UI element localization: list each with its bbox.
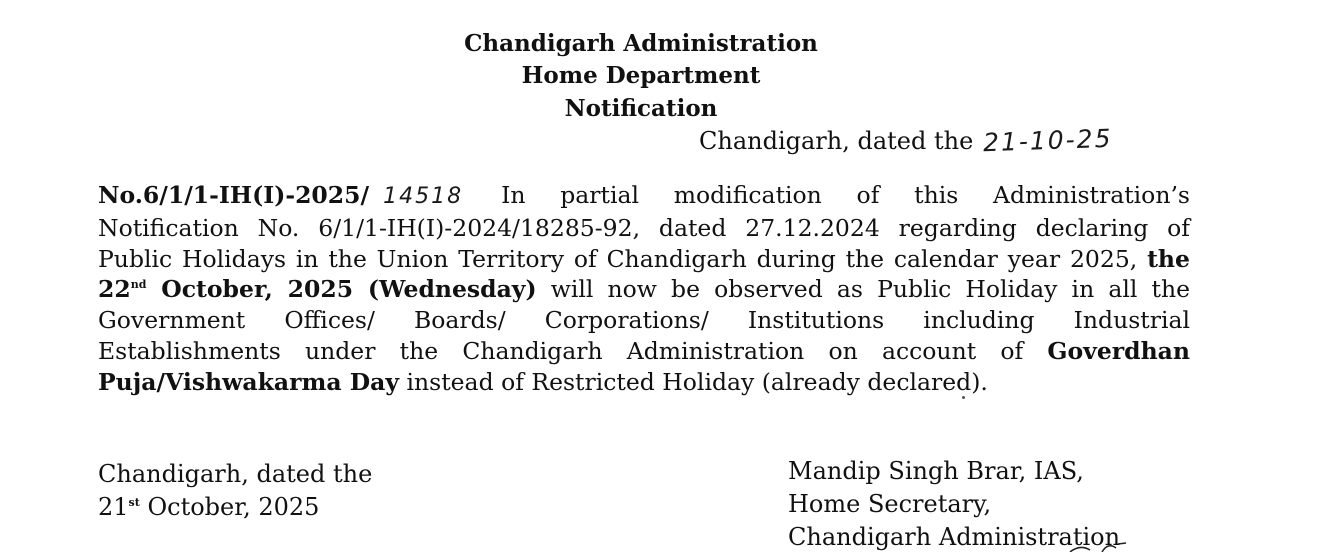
body-text-part2: will now be observed as Public Holiday in all the Government Offices/ Boards/ Corporations/ Institutions including Industrial Establishments under the Chandigarh Administration on account of (98, 275, 1190, 365)
handwritten-number: 14518 (383, 184, 464, 209)
footer-place-date (98, 458, 372, 524)
notification-body (98, 180, 1190, 398)
footer-date-sup: st (128, 496, 140, 509)
signatory-designation: Home Secretary, (788, 490, 992, 518)
signatory-block (788, 455, 1120, 552)
holiday-date-pre: the 22 (98, 244, 1190, 304)
dateline-prefix: Chandigarh, dated the (699, 127, 974, 155)
body-text-part3: instead of Restricted Holiday (already declared). (406, 367, 988, 396)
header-department: Home Department (521, 62, 761, 89)
notification-number: No.6/1/1-IH(I)-2025/ (98, 181, 370, 209)
handwritten-mark (1068, 540, 1128, 552)
holiday-date-post: October, 2025 (Wednesday) (146, 275, 537, 304)
handwritten-date: 21-10-25 (982, 123, 1114, 158)
footer-dated-line: Chandigarh, dated the (98, 460, 373, 488)
header-notification: Notification (564, 95, 718, 122)
footer-date-day: 21 (98, 493, 129, 521)
footer-date-rest: October, 2025 (139, 493, 320, 521)
holiday-occasion: Goverdhan Puja/Vishwakarma Day (98, 336, 1190, 396)
signatory-name: Mandip Singh Brar, IAS, (788, 457, 1084, 485)
stray-ink-dot (962, 396, 965, 399)
dateline (699, 123, 1114, 158)
holiday-date-sup: nd (130, 278, 147, 292)
footer-date (98, 491, 372, 524)
body-text-part1: In partial modification of this Administration’s Notification No. 6/1/1-IH(I)-2024/18285-92, dated 27.12.2024 regarding declaring of Public Holidays in the Union Territory of Chandigarh during the calendar year 2025, (98, 181, 1190, 273)
header-administration: Chandigarh Administration (464, 30, 818, 57)
signatory-office: Chandigarh Administration (788, 523, 1121, 551)
